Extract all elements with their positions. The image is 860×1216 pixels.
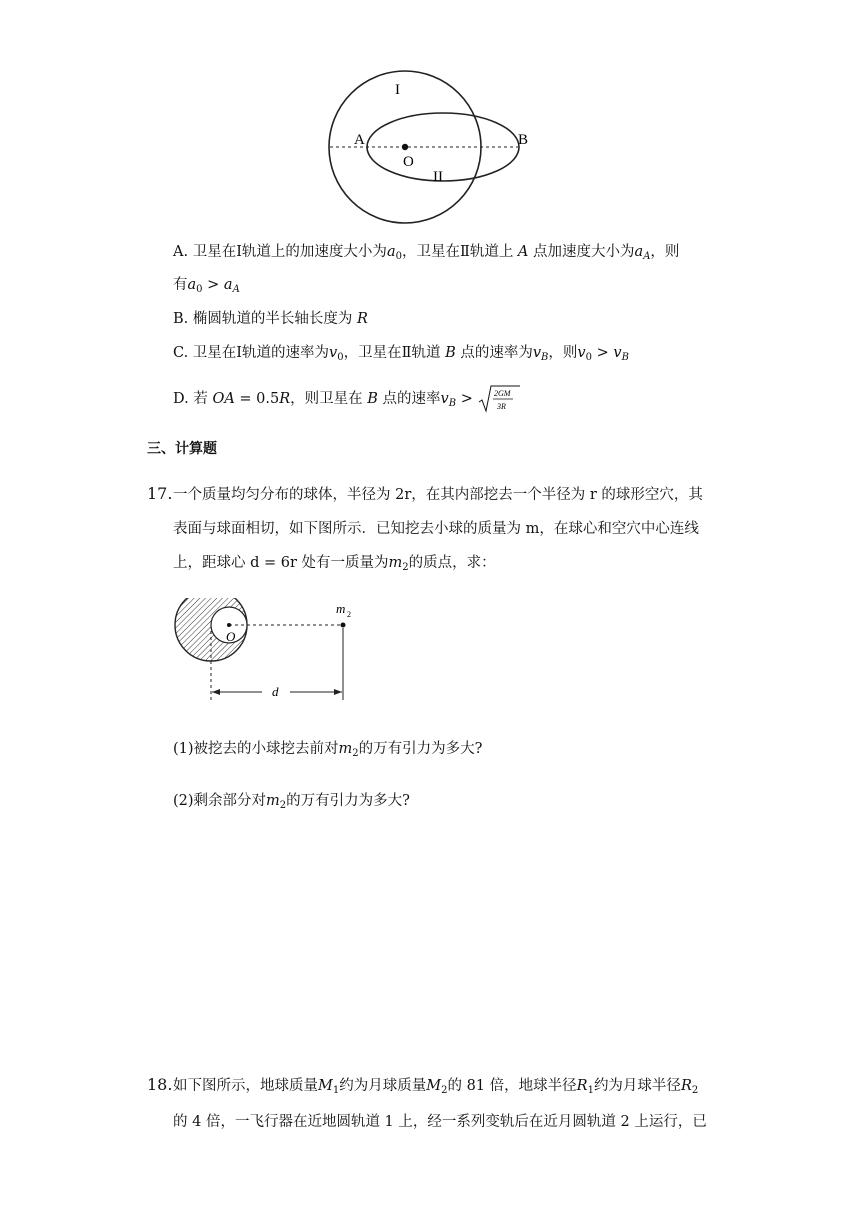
- orbit-label-II: II: [433, 169, 443, 185]
- option-a-line2: 有$a_0 > a_A$: [173, 277, 240, 295]
- orbit-label-B: B: [518, 132, 529, 148]
- q17-number: 17.: [147, 484, 173, 503]
- orbit-diagram: [320, 64, 540, 229]
- hollow-sphere-diagram: [170, 598, 370, 708]
- orbit-label-O: O: [403, 154, 414, 170]
- option-a-prefix: A.: [173, 244, 189, 260]
- q17-line3: 上，距球心 d = 6r 处有一质量为$m_2$的质点，求：: [173, 555, 496, 573]
- q18-line2: 的 4 倍，一飞行器在近地圆轨道 1 上，经一系列变轨后在近月圆轨道 2 上运行，已: [173, 1114, 707, 1130]
- fig-label-O: O: [226, 629, 236, 644]
- option-d: D. 若 OA = 0.5R，则卫星在 B 点的速率$v_B$ > 2GM 3R: [173, 384, 521, 415]
- q17-line2: 表面与球面相切，如下图所示．已知挖去小球的质量为 m，在球心和空穴中心连线: [173, 521, 699, 537]
- option-c: C. 卫星在Ⅰ轨道的速率为$v_0$，卫星在Ⅱ轨道 B 点的速率为$v_B$，则$v_0 > v_B$: [173, 345, 629, 363]
- orbit-label-A: A: [354, 132, 365, 148]
- q17-sub1: (1)被挖去的小球挖去前对$m_2$的万有引力为多大?: [173, 741, 483, 759]
- svg-text:2: 2: [347, 610, 351, 619]
- orbit-label-I: I: [395, 82, 400, 98]
- option-a-line1: A. 卫星在Ⅰ轨道上的加速度大小为$a_0$，卫星在Ⅱ轨道上 A 点加速度大小为$a_A$，则: [173, 244, 680, 262]
- q18-line1: 如下图所示，地球质量$M_1$约为月球质量$M_2$的 81 倍，地球半径$R_1$约为月球半径$R_2$: [173, 1078, 699, 1096]
- sqrt-symbol: [477, 384, 521, 414]
- q18-number: 18.: [147, 1075, 173, 1094]
- option-b: B. 椭圆轨道的半长轴长度为 R: [173, 311, 368, 327]
- section-title: 三、计算题: [147, 441, 217, 457]
- svg-text:3R: 3R: [497, 402, 507, 411]
- fig-label-m2: m: [336, 601, 346, 616]
- svg-text:2GM: 2GM: [494, 389, 511, 398]
- fig-label-d: d: [272, 684, 279, 699]
- q17-sub2: (2)剩余部分对$m_2$的万有引力为多大?: [173, 793, 410, 811]
- q17-line1: 一个质量均匀分布的球体，半径为 2r，在其内部挖去一个半径为 r 的球形空穴，其: [173, 487, 703, 503]
